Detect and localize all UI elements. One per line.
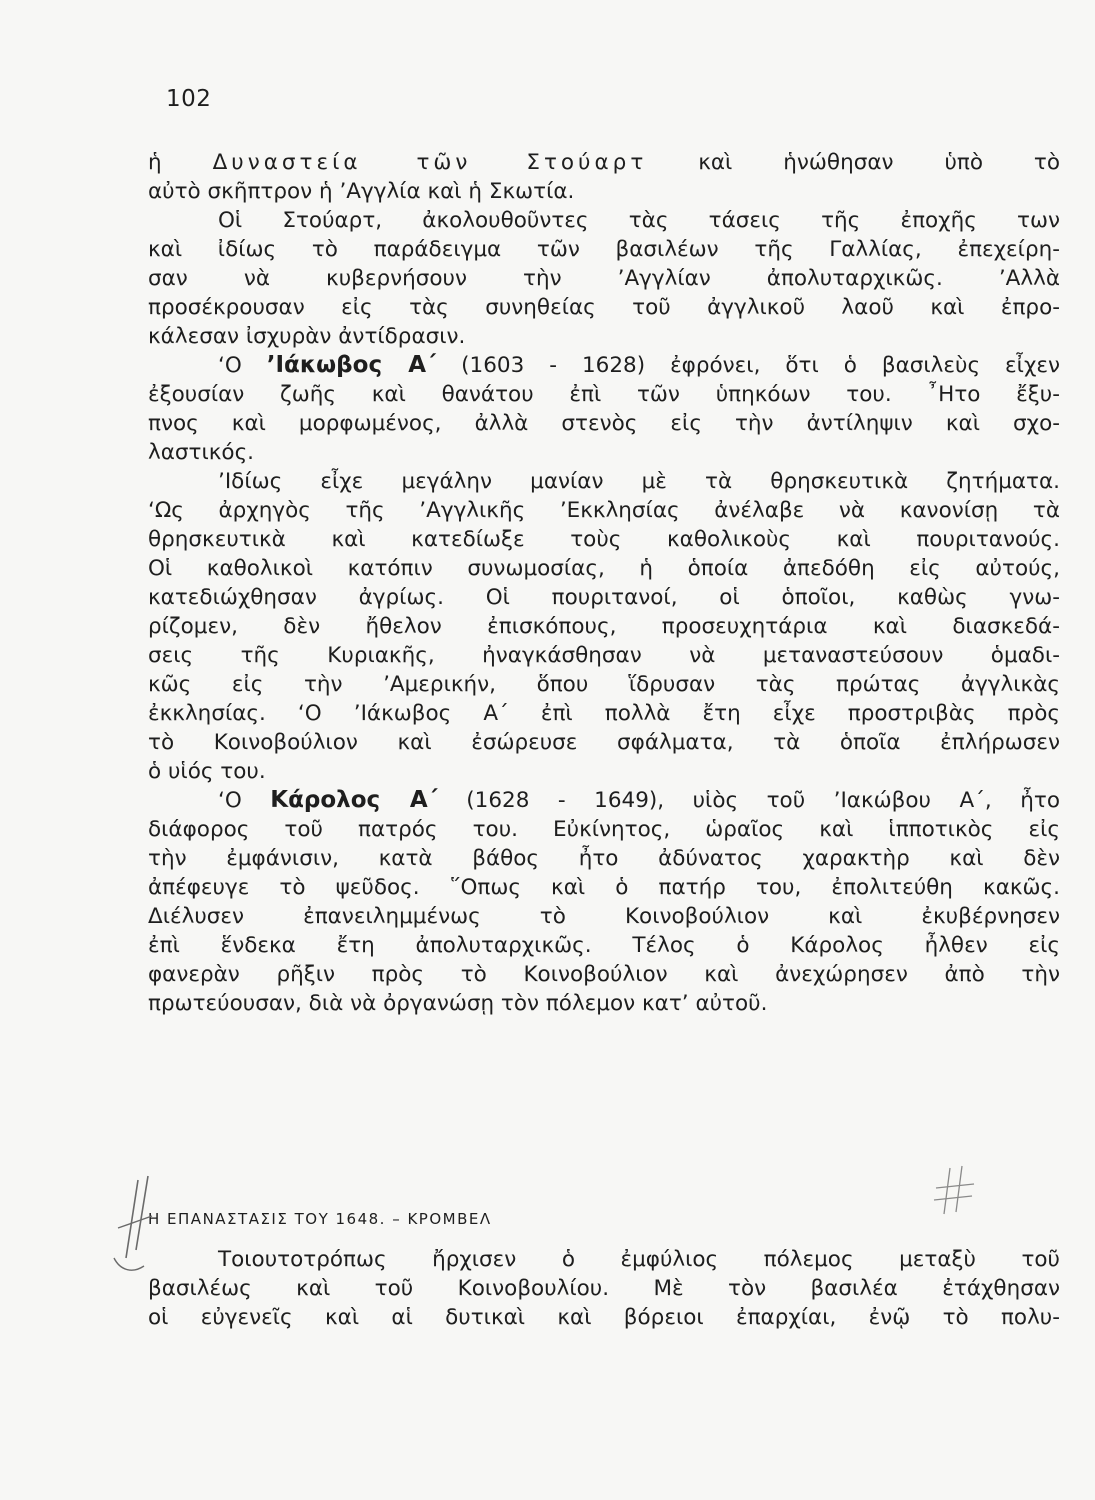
text-line: κῶς εἰς τὴν ’Αμερικήν, ὅπου ἵδρυσαν τὰς πρώτας ἀγγλικὰς bbox=[148, 672, 1060, 697]
king-james-name: ’Ιάκωβος Α΄ bbox=[266, 352, 437, 378]
text-line: ἐκκλησίας. ‘Ο ’Ιάκωβος Α΄ ἐπὶ πολλὰ ἔτη εἶχε προστριβὰς πρὸς bbox=[148, 701, 1060, 726]
text-line: αὐτὸ σκῆπτρον ἡ ’Αγγλία καὶ ἡ Σκωτία. bbox=[148, 179, 575, 204]
text-line: ’Ιδίως εἶχε μεγάλην μανίαν μὲ τὰ θρησκευτικὰ ζητήματα. bbox=[218, 469, 1060, 494]
text-line: ‘Ο Κάρολος Α΄ (1628 - 1649), υἱὸς τοῦ ’Ιακώβου Α΄, ἦτο bbox=[218, 787, 1060, 813]
main-text bbox=[148, 148, 1060, 1018]
text-line: πρωτεύουσαν, διὰ νὰ ὀργανώσῃ τὸν πόλεμον κατ’ αὐτοῦ. bbox=[148, 991, 768, 1016]
text-line: λαστικός. bbox=[148, 440, 255, 465]
text-line: ρίζομεν, δὲν ἤθελον ἐπισκόπους, προσευχητάρια καὶ διασκεδά- bbox=[148, 614, 1060, 639]
pencil-mark-left bbox=[108, 1170, 158, 1280]
text-line: ὁ υἱός του. bbox=[148, 759, 266, 784]
text-line: ‘Ως ἀρχηγὸς τῆς ’Αγγλικῆς ’Εκκλησίας ἀνέλαβε νὰ κανονίσῃ τὰ bbox=[148, 498, 1060, 523]
text-line: ἡ Δυναστεία τῶν Στούαρτ καὶ ἡνώθησαν ὑπὸ τὸ bbox=[148, 150, 1060, 175]
text-line: βασιλέως καὶ τοῦ Κοινοβουλίου. Μὲ τὸν βασιλέα ἐτάχθησαν bbox=[148, 1276, 1060, 1301]
text-line: ἀπέφευγε τὸ ψεῦδος. ῞Οπως καὶ ὁ πατήρ του, ἐπολιτεύθη κακῶς. bbox=[148, 875, 1060, 900]
text-line: Οἱ καθολικοὶ κατόπιν συνωμοσίας, ἡ ὁποία ἀπεδόθη εἰς αὐτούς, bbox=[148, 556, 1060, 581]
text-line: πνος καὶ μορφωμένος, ἀλλὰ στενὸς εἰς τὴν ἀντίληψιν καὶ σχο- bbox=[148, 411, 1060, 436]
text-line: τὸ Κοινοβούλιον καὶ ἐσώρευσε σφάλματα, τὰ ὁποῖα ἐπλήρωσεν bbox=[148, 730, 1060, 755]
text-line: κατεδιώχθησαν ἀγρίως. Οἱ πουριτανοί, οἱ ὁποῖοι, καθὼς γνω- bbox=[148, 585, 1060, 610]
text-line: σαν νὰ κυβερνήσουν τὴν ’Αγγλίαν ἀπολυταρχικῶς. ’Αλλὰ bbox=[148, 266, 1060, 291]
text-line: θρησκευτικὰ καὶ κατεδίωξε τοὺς καθολικοὺς καὶ πουριτανούς. bbox=[148, 527, 1060, 552]
text-line: οἱ εὐγενεῖς καὶ αἱ δυτικαὶ καὶ βόρειοι ἐπαρχίαι, ἐνῷ τὸ πολυ- bbox=[148, 1305, 1060, 1330]
text-line: ἐπὶ ἕνδεκα ἔτη ἀπολυταρχικῶς. Τέλος ὁ Κάρολος ἦλθεν εἰς bbox=[148, 933, 1060, 958]
text-line: προσέκρουσαν εἰς τὰς συνηθείας τοῦ ἀγγλικοῦ λαοῦ καὶ ἐπρο- bbox=[148, 295, 1060, 320]
text-line: φανερὰν ρῆξιν πρὸς τὸ Κοινοβούλιον καὶ ἀνεχώρησεν ἀπὸ τὴν bbox=[148, 962, 1060, 987]
section-heading: Η ΕΠΑΝΑΣΤΑΣΙΣ ΤΟΥ 1648. – ΚΡΟΜΒΕΛ bbox=[148, 1210, 492, 1228]
text-line: Τοιουτοτρόπως ἤρχισεν ὁ ἐμφύλιος πόλεμος μεταξὺ τοῦ bbox=[218, 1247, 1060, 1272]
text-line: διάφορος τοῦ πατρός του. Εὐκίνητος, ὡραῖος καὶ ἱπποτικὸς εἰς bbox=[148, 817, 1060, 842]
text-line: Οἱ Στούαρτ, ἀκολουθοῦντες τὰς τάσεις τῆς ἐποχῆς των bbox=[218, 208, 1060, 233]
text-line: Διέλυσεν ἐπανειλημμένως τὸ Κοινοβούλιον καὶ ἐκυβέρνησεν bbox=[148, 904, 1060, 929]
page-number: 102 bbox=[166, 86, 212, 112]
text-line: καὶ ἰδίως τὸ παράδειγμα τῶν βασιλέων τῆς Γαλλίας, ἐπεχείρη- bbox=[148, 237, 1060, 262]
text-line: τὴν ἐμφάνισιν, κατὰ βάθος ἦτο ἀδύνατος χαρακτὴρ καὶ δὲν bbox=[148, 846, 1060, 871]
text-line: ‘Ο ’Ιάκωβος Α΄ (1603 - 1628) ἐφρόνει, ὅτι ὁ βασιλεὺς εἶχεν bbox=[218, 352, 1060, 378]
pencil-mark-right bbox=[930, 1162, 980, 1222]
king-charles-name: Κάρολος Α΄ bbox=[270, 787, 438, 813]
text-line: ἐξουσίαν ζωῆς καὶ θανάτου ἐπὶ τῶν ὑπηκόων του. ῏Ητο ἔξυ- bbox=[148, 382, 1060, 407]
text-line: σεις τῆς Κυριακῆς, ἠναγκάσθησαν νὰ μεταναστεύσουν ὁμαδι- bbox=[148, 643, 1060, 668]
section-text bbox=[148, 1245, 1060, 1332]
dynasty-name: Δυναστεία τῶν Στούαρτ bbox=[212, 150, 648, 175]
text-line: κάλεσαν ἰσχυρὰν ἀντίδρασιν. bbox=[148, 324, 466, 349]
